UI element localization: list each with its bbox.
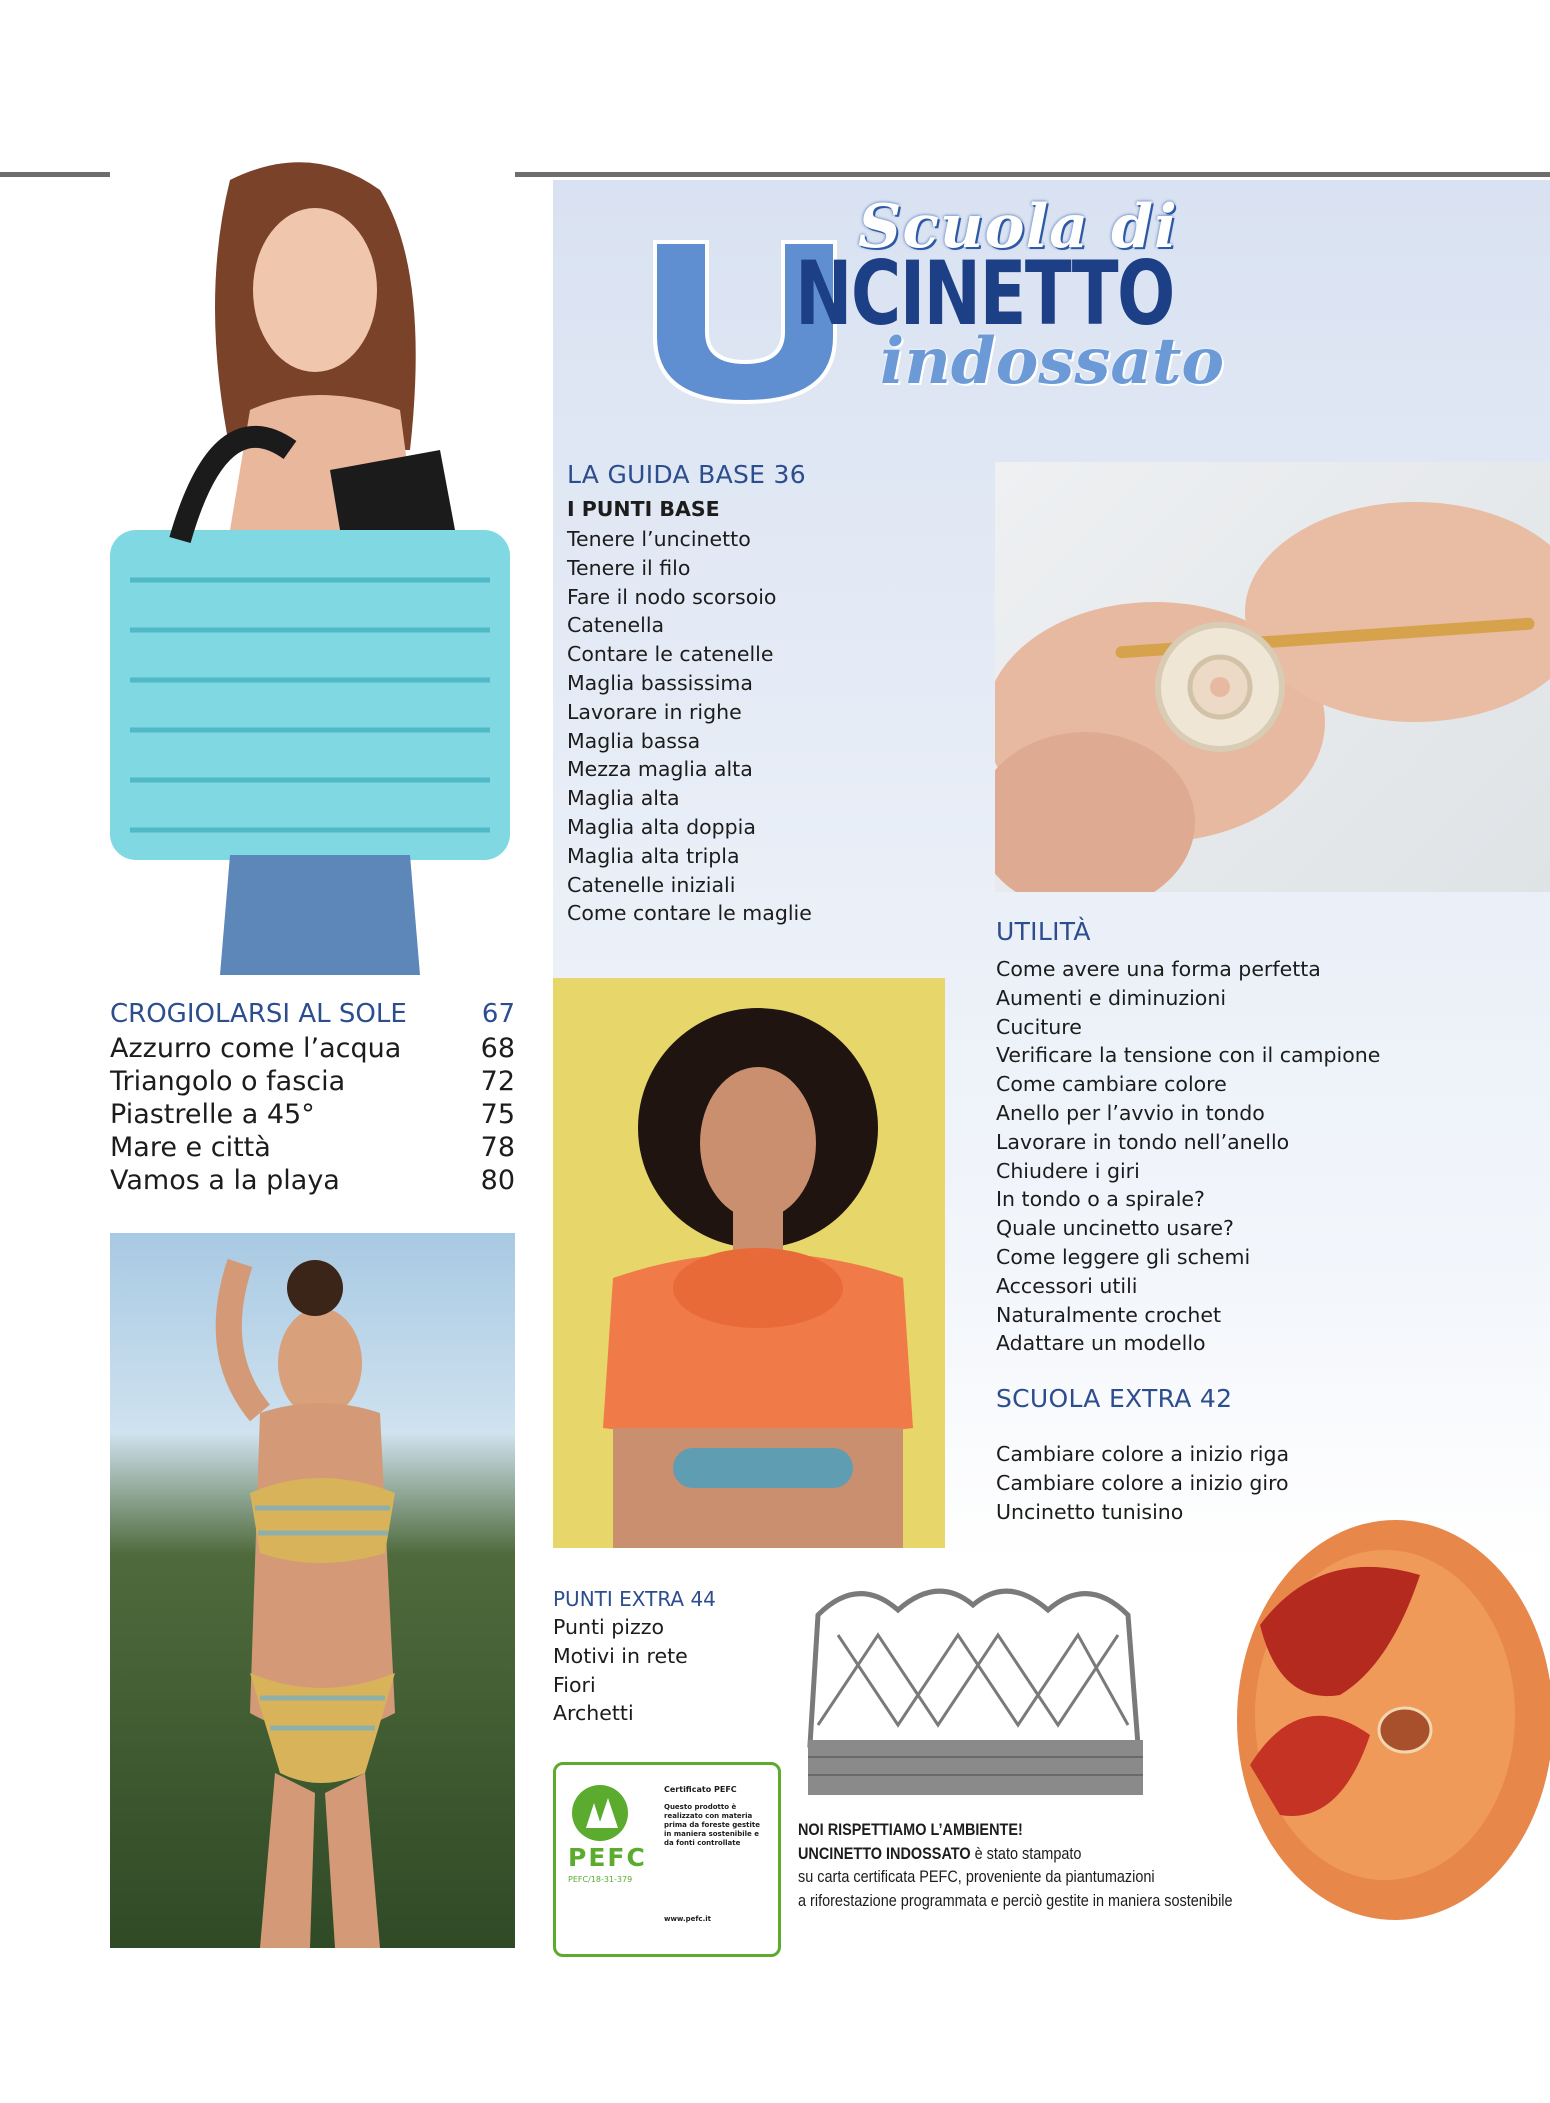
list-item: Accessori utili <box>996 1273 1138 1298</box>
list-item: Lavorare in tondo nell’anello <box>996 1129 1290 1154</box>
environment-note-line: su carta certificata PEFC, proveniente da piantumazioni <box>798 1867 1155 1886</box>
list-item: Come avere una forma perfetta <box>996 957 1321 981</box>
list-item: Punti pizzo <box>553 1615 665 1639</box>
logo-indossato: indossato <box>880 324 1225 399</box>
list-item: Archetti <box>553 1701 634 1726</box>
toc-row <box>110 1164 515 1197</box>
list-item: Naturalmente crochet <box>996 1302 1222 1327</box>
list-item: Maglia alta <box>567 786 680 811</box>
toc-label: Triangolo o fascia <box>110 1066 346 1097</box>
list-item: Verificare la tensione con il campione <box>996 1043 1381 1068</box>
toc-label: Mare e città <box>110 1132 271 1163</box>
crogiolarsi-title: CROGIOLARSI AL SOLE <box>110 999 407 1029</box>
environment-note-line: a riforestazione programmata e perciò gestite in maniera sostenibile <box>798 1890 1233 1910</box>
pefc-code: PEFC/18-31-379 <box>568 1875 633 1884</box>
list-item: Maglia bassa <box>567 728 701 753</box>
list-item: Tenere l’uncinetto <box>567 527 751 551</box>
toc-row <box>110 1032 515 1065</box>
pefc-title: Certificato PEFC <box>664 1785 737 1794</box>
punti-base-subtitle: I PUNTI BASE <box>567 497 720 521</box>
list-item: Aumenti e diminuzioni <box>996 985 1227 1010</box>
lace-swatch-image <box>798 1575 1148 1815</box>
list-item: Maglia bassissima <box>567 670 753 695</box>
pefc-text: Questo prodotto è realizzato con materia prima da foreste gestite in maniera sostenibile e da fonti controllate <box>664 1803 761 1847</box>
toc-row <box>110 1131 515 1164</box>
list-item: Tenere il filo <box>567 555 691 580</box>
toc-page: 80 <box>480 1165 515 1196</box>
orange-top-photo <box>553 978 945 1548</box>
list-item: Anello per l’avvio in tondo <box>996 1100 1265 1125</box>
list-item: Cuciture <box>996 1014 1082 1039</box>
magazine-name: UNCINETTO INDOSSATO <box>798 1843 971 1863</box>
list-item: Fare il nodo scorsoio <box>567 584 777 609</box>
utilita-list <box>996 955 1380 1358</box>
environment-note-title: NOI RISPETTIAMO L’AMBIENTE! <box>798 1820 1023 1839</box>
list-item: Contare le catenelle <box>567 642 774 667</box>
logo-scuola-di: Scuola di <box>858 192 1178 262</box>
toc-page: 75 <box>480 1099 515 1130</box>
crogiolarsi-title-row <box>110 998 515 1031</box>
guida-base-list <box>567 525 812 928</box>
list-item: Come contare le maglie <box>567 901 812 926</box>
logo-ncinetto: NCINETTO <box>795 242 1174 345</box>
toc-label: Piastrelle a 45° <box>110 1099 315 1130</box>
list-item: Motivi in rete <box>553 1643 688 1668</box>
toc-row <box>110 1098 515 1131</box>
list-item: Cambiare colore a inizio giro <box>996 1470 1289 1495</box>
list-item: Mezza maglia alta <box>567 757 753 782</box>
pefc-certificate-box <box>553 1762 781 1957</box>
crogiolarsi-section <box>110 998 515 1196</box>
crochet-flower-image <box>1220 1505 1550 1945</box>
list-item: Come cambiare colore <box>996 1072 1227 1097</box>
list-item: Fiori <box>553 1672 596 1697</box>
list-item: Catenelle iniziali <box>567 872 736 897</box>
hands-crochet-photo <box>995 462 1550 892</box>
list-item: Maglia alta doppia <box>567 814 756 839</box>
toc-page: 78 <box>480 1132 515 1163</box>
toc-page: 72 <box>480 1066 515 1097</box>
environment-note <box>798 1818 1233 1912</box>
crogiolarsi-page: 67 <box>481 999 515 1029</box>
environment-note-line <box>798 1842 1233 1866</box>
toc-label: Vamos a la playa <box>110 1165 340 1196</box>
list-item: Chiudere i giri <box>996 1158 1140 1183</box>
punti-extra-list <box>553 1613 688 1728</box>
bikini-photo <box>110 1233 515 1948</box>
pefc-tree-icon <box>568 1783 632 1843</box>
guida-base-title: LA GUIDA BASE 36 <box>567 460 806 489</box>
list-item: Lavorare in righe <box>567 699 742 724</box>
punti-extra-title: PUNTI EXTRA 44 <box>553 1587 716 1611</box>
pefc-url: www.pefc.it <box>664 1915 711 1923</box>
list-item: In tondo o a spirale? <box>996 1187 1205 1212</box>
environment-note-text: è stato stampato <box>970 1843 1082 1863</box>
list-item: Uncinetto tunisino <box>996 1499 1184 1524</box>
scuola-extra-title: SCUOLA EXTRA 42 <box>996 1384 1233 1413</box>
list-item: Maglia alta tripla <box>567 843 740 868</box>
pefc-logo-text: PEFC <box>568 1843 647 1872</box>
toc-label: Azzurro come l’acqua <box>110 1033 402 1064</box>
utilita-title: UTILITÀ <box>996 917 1091 946</box>
list-item: Catenella <box>567 613 665 638</box>
list-item: Come leggere gli schemi <box>996 1244 1251 1269</box>
toc-page: 68 <box>480 1033 515 1064</box>
woman-with-bag-photo <box>110 150 515 975</box>
list-item: Cambiare colore a inizio riga <box>996 1442 1290 1466</box>
toc-row <box>110 1065 515 1098</box>
list-item: Quale uncinetto usare? <box>996 1216 1234 1241</box>
list-item: Adattare un modello <box>996 1331 1206 1356</box>
